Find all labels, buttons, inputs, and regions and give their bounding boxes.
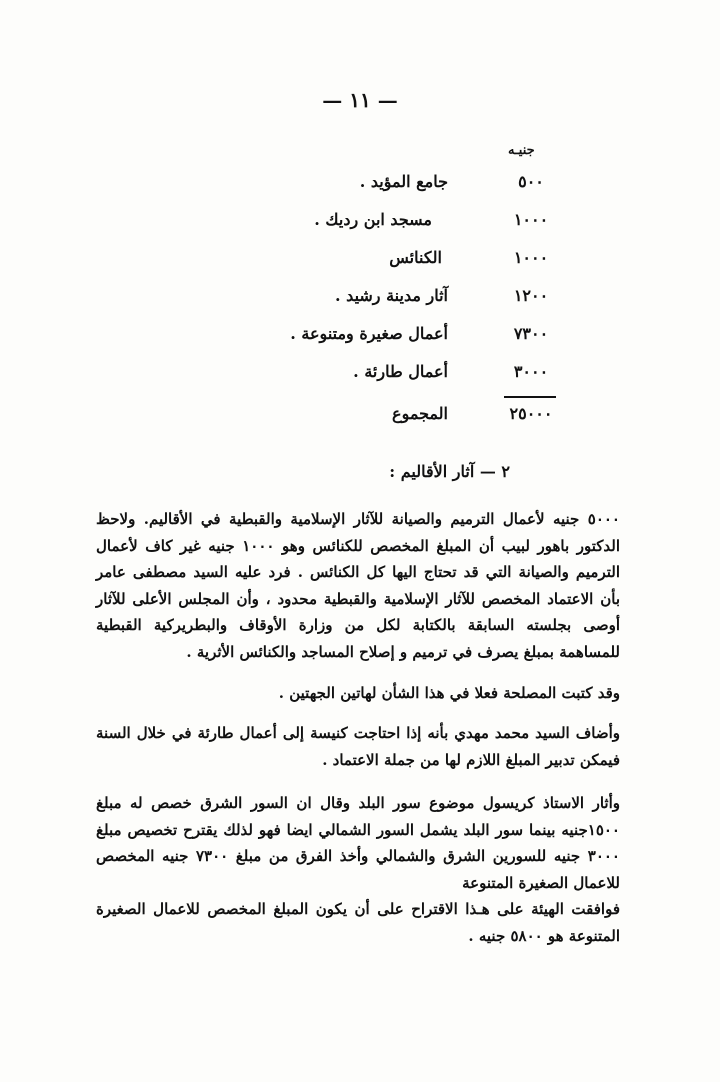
section-title: ٢ — آثار الأقاليم : — [389, 462, 510, 481]
budget-amount: ١٢٠٠ — [513, 286, 549, 305]
budget-amount: ١٠٠٠ — [513, 210, 549, 229]
budget-row — [0, 362, 720, 392]
budget-total-row — [0, 404, 720, 434]
budget-row — [0, 286, 720, 316]
budget-label: جامع المؤيد . — [359, 172, 448, 191]
budget-label: أعمال طارئة . — [353, 362, 448, 381]
budget-amount: ١٠٠٠ — [513, 248, 549, 267]
budget-label: آثار مدينة رشيد . — [335, 286, 448, 305]
paragraph: وقد كتبت المصلحة فعلا في هذا الشأن لهاتين الجهتين . — [278, 684, 620, 702]
paragraph: ٥٠٠٠ جنيه لأعمال الترميم والصيانة للآثار الإسلامية والقبطية في الأقاليم. ولاحظ الدكتور باهور لبيب أن المبلغ المخصص للكنائس وهو ١٠٠٠ جنيه غير كاف لأعمال الترميم والصيانة التي قد تحتاج اليها كل الكنائس . فرد عليه السيد مصطفى عامر بأن الاعتماد المخصص للآثار الإسلامية والقبطية محدود ، وأن المجلس الأعلى للآثار أوصى بجلسته السابقة بالكتابة لكل من وزارة الأوقاف والبطريركية القبطية للمساهمة بمبلغ يصرف في ترميم و إصلاح المساجد والكنائس الأثرية . — [96, 510, 621, 661]
budget-amount: ٥٠٠ — [518, 172, 544, 191]
budget-label: أعمال صغيرة ومتنوعة . — [290, 324, 448, 343]
budget-row — [0, 210, 720, 240]
budget-amount: ٧٣٠٠ — [513, 324, 549, 343]
currency-unit-label: جنيـه — [508, 143, 535, 158]
budget-total-amount: ٢٥٠٠٠ — [509, 404, 553, 423]
budget-amount: ٣٠٠٠ — [513, 362, 549, 381]
paragraph: وأضاف السيد محمد مهدي بأنه إذا احتاجت كنيسة إلى أعمال طارئة في خلال السنة فيمكن تدبير المبلغ اللازم لها من جملة الاعتماد . — [96, 724, 620, 769]
page-number: — ١١ — — [322, 88, 398, 112]
budget-row — [0, 248, 720, 278]
total-rule — [504, 396, 556, 398]
budget-label: مسجد ابن رديك . — [314, 210, 432, 229]
budget-total-label: المجموع — [392, 404, 448, 423]
budget-row — [0, 324, 720, 354]
paragraph: فوافقت الهيئة على هـذا الاقتراح على أن يكون المبلغ المخصص للاعمال الصغيرة المتنوعة هو ٥٨٠٠ جنيه . — [96, 900, 621, 945]
budget-row — [0, 172, 720, 202]
paragraph: وأثار الاستاذ كريسول موضوع سور البلد وقال ان السور الشرق خصص له مبلغ ١٥٠٠جنيه بينما سور البلد يشمل السور الشمالي ايضا فهو لذلك يقترح تخصيص مبلغ ٣٠٠٠ جنيه للسورين الشرق والشمالي وأخذ الفرق من مبلغ ٧٣٠٠ جنيه المخصص للاعمال الصغيرة المتنوعة — [96, 794, 620, 892]
budget-label: الكنائس — [389, 248, 442, 267]
